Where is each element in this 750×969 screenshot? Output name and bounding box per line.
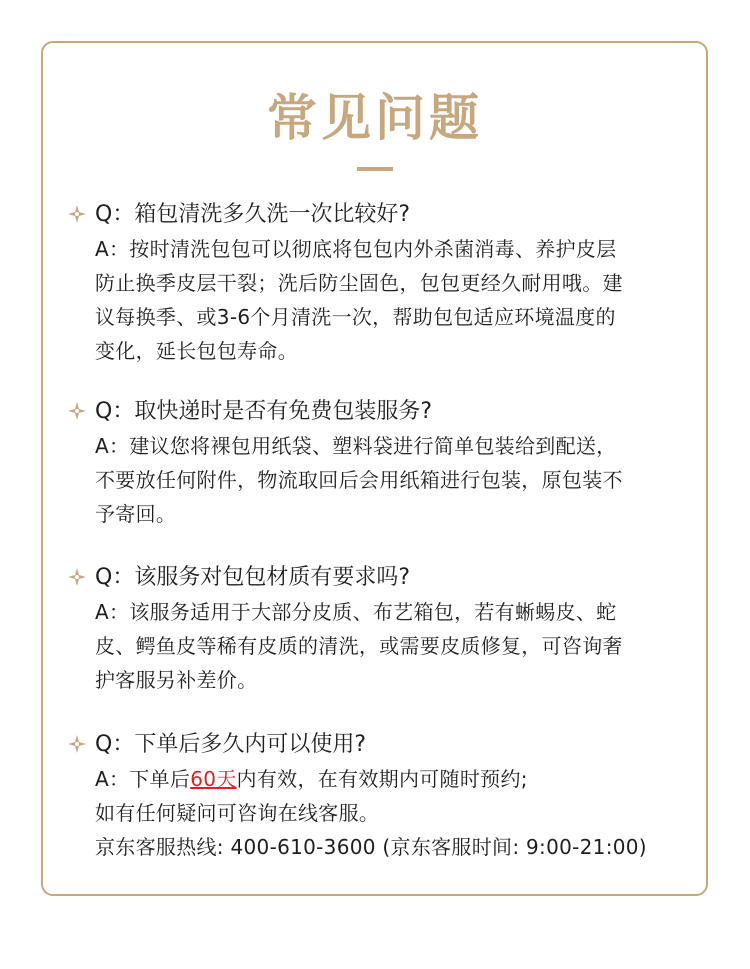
answer-line: 如有任何疑问可咨询在线客服。 (95, 801, 380, 825)
answer-prefix: A：下单后 (95, 767, 191, 791)
title-divider (357, 167, 393, 171)
answer-line: 议每换季、或3-6个月清洗一次，帮助包包适应环境温度的 (95, 305, 616, 329)
answer-line: A：建议您将裸包用纸袋、塑料袋进行简单包装给到配送， (95, 434, 617, 458)
faq-answer (95, 595, 685, 697)
faq-question-row (0, 561, 750, 595)
customer-service-hotline: 京东客服热线: 400-610-3600 (京东客服时间: 9:00-21:00) (95, 835, 647, 859)
faq-question-row (0, 395, 750, 429)
answer-line: 变化，延长包包寿命。 (95, 339, 298, 363)
answer-line: 予寄回。 (95, 502, 177, 526)
faq-question-row (0, 728, 750, 762)
validity-days-highlight: 60天 (190, 767, 237, 791)
faq-answer (95, 762, 685, 864)
diamond-bullet-icon (68, 568, 86, 586)
faq-question: Q：箱包清洗多久洗一次比较好? (95, 202, 410, 227)
faq-question: Q：下单后多久内可以使用? (95, 732, 366, 757)
diamond-bullet-icon (68, 735, 86, 753)
faq-question: Q：该服务对包包材质有要求吗? (95, 565, 410, 590)
answer-line: 护客服另补差价。 (95, 668, 258, 692)
faq-answer (95, 232, 685, 368)
faq-answer (95, 429, 685, 531)
diamond-bullet-icon (68, 205, 86, 223)
answer-line: 不要放任何附件，物流取回后会用纸箱进行包装，原包装不 (95, 468, 623, 492)
answer-line-validity (95, 762, 685, 796)
answer-line: A：该服务适用于大部分皮质、布艺箱包，若有蜥蜴皮、蛇 (95, 600, 617, 624)
answer-line: 皮、鳄鱼皮等稀有皮质的清洗，或需要皮质修复，可咨询奢 (95, 634, 623, 658)
answer-line: 防止换季皮层干裂；洗后防尘固色，包包更经久耐用哦。建 (95, 271, 623, 295)
page-title: 常见问题 (267, 89, 483, 147)
faq-question: Q：取快递时是否有免费包装服务? (95, 399, 432, 424)
answer-line: A：按时清洗包包可以彻底将包包内外杀菌消毒、养护皮层 (95, 237, 617, 261)
faq-question-row (0, 198, 750, 232)
diamond-bullet-icon (68, 402, 86, 420)
answer-suffix: 内有效，在有效期内可随时预约; (236, 767, 528, 791)
